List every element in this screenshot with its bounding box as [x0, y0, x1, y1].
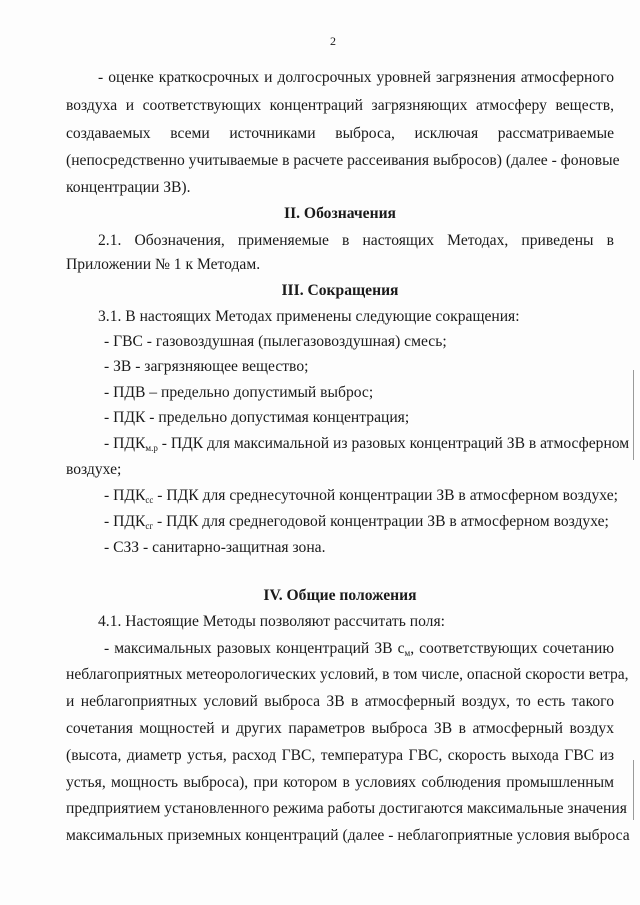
section-4-line-8: максимальных приземных концентраций (далее - неблагоприятные условия выброса [66, 827, 630, 844]
section-4-line-1-tail: , соответствующих сочетанию [410, 640, 614, 657]
abbr-pdk-mr-definition: - ПДК для максимальной из разовых концентраций ЗВ в атмосферном [157, 435, 630, 452]
section-3-intro: 3.1. В настоящих Методах применены следующие сокращения: [98, 308, 520, 325]
abbr-zv: - ЗВ - загрязняющее вещество; [104, 358, 309, 375]
intro-line-2: воздуха и соответствующих концентраций загрязняющих атмосферу веществ, [66, 97, 614, 114]
abbr-pdk-mr [104, 434, 630, 454]
abbr-pdk-mr-term: - ПДК [104, 435, 146, 452]
section-4-intro: 4.1. Настоящие Методы позволяют рассчитать поля: [98, 613, 445, 630]
abbr-pdk-mr-continuation: воздухе; [66, 461, 122, 478]
abbr-pdk-ss-definition: - ПДК для среднесуточной концентрации ЗВ в атмосферном воздухе; [153, 487, 618, 504]
section-4-line-6: устья, мощность выброса), при котором в условиях соблюдения промышленным [66, 774, 614, 791]
section-4-line-7: предприятием установленного режима работы достигаются максимальные значения [66, 800, 627, 817]
scan-edge-mark [633, 370, 634, 460]
section-4-line-1 [104, 639, 614, 659]
section-4-line-1-text: - максимальных разовых концентраций ЗВ c [104, 640, 405, 657]
abbr-pdk-sg-term: - ПДК [104, 513, 146, 530]
abbr-pdk-sg [104, 512, 614, 532]
abbr-szz: - СЗЗ - санитарно-защитная зона. [104, 539, 326, 556]
page-number: 2 [330, 34, 336, 48]
section-4-line-4: сочетания мощностей и других параметров выброса ЗВ в атмосферный воздух [66, 720, 614, 737]
section-3-heading: III. Сокращения [281, 282, 399, 299]
section-2-paragraph-line-2: Приложении № 1 к Методам. [66, 256, 261, 273]
abbr-pdk: - ПДК - предельно допустимая концентрация; [104, 409, 410, 426]
abbr-pdk-sg-subscript: сг [145, 521, 154, 531]
intro-line-5: концентрации ЗВ). [66, 179, 191, 196]
abbr-pdv: - ПДВ – предельно допустимый выброс; [104, 384, 374, 401]
section-4-heading: IV. Общие положения [263, 587, 417, 604]
section-4-line-3: и неблагоприятных условий выброса ЗВ в атмосферный воздух, то есть такого [66, 693, 614, 710]
scan-edge-mark-lower [633, 760, 634, 820]
abbr-pdk-sg-definition: - ПДК для среднегодовой концентрации ЗВ в атмосферном воздухе; [153, 513, 609, 530]
abbr-gvs: - ГВС - газовоздушная (пылегазовоздушная) смесь; [104, 333, 447, 350]
abbr-pdk-ss [104, 486, 618, 506]
abbr-pdk-ss-term: - ПДК [104, 487, 146, 504]
section-4-line-2: неблагоприятных метеорологических условий, в том числе, опасной скорости ветра, [66, 666, 629, 683]
intro-line-3: создаваемых всеми источниками выброса, исключая рассматриваемые [66, 125, 614, 142]
section-2-paragraph-line-1: 2.1. Обозначения, применяемые в настоящих Методах, приведены в [98, 232, 614, 249]
abbr-pdk-mr-subscript: м.р [145, 443, 158, 453]
cm-subscript: м [404, 648, 411, 658]
section-4-line-5: (высота, диаметр устья, расход ГВС, температура ГВС, скорость выхода ГВС из [66, 747, 614, 764]
section-2-heading: II. Обозначения [284, 205, 396, 222]
abbr-pdk-ss-subscript: сс [145, 495, 154, 505]
intro-line-4: (непосредственно учитываемые в расчете рассеивания выбросов) (далее - фоновые [66, 152, 620, 169]
intro-line-1: - оценке краткосрочных и долгосрочных уровней загрязнения атмосферного [98, 69, 614, 86]
